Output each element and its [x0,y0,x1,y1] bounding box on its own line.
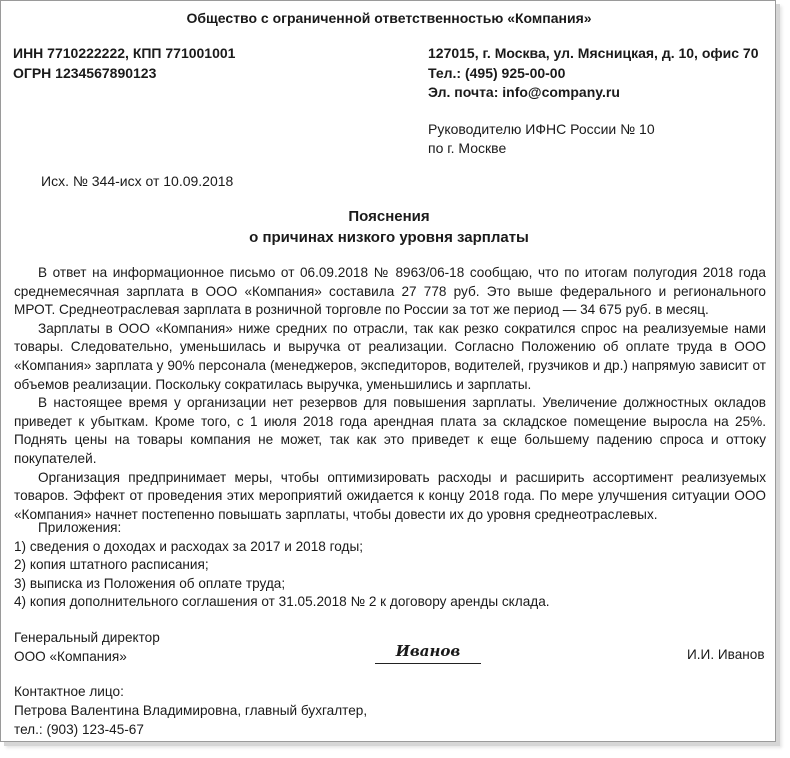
company-email: Эл. почта: info@company.ru [428,84,620,100]
signature-line [375,641,481,664]
handwritten-signature: Иванов [395,642,461,660]
attachment-item: 3) выписка из Положения об оплате труда; [14,575,286,591]
requisites-right [428,44,759,103]
inn-kpp: ИНН 7710222222, КПП 771001001 [13,45,236,61]
company-phone: Тел.: (495) 925-00-00 [428,64,566,81]
attachment-item: 2) копия штатного расписания; [14,557,209,573]
signatory-position: Генеральный директор [14,630,160,645]
contact-phone: тел.: (903) 123-45-67 [14,722,144,737]
contact-person: Петрова Валентина Владимировна, главный бухгалтер, [14,703,368,718]
ogrn: ОГРН 1234567890123 [13,64,157,81]
signatory-name: И.И. Иванов [687,647,765,662]
organization-name: Общество с ограниченной ответственностью «Компания» [186,10,592,26]
attachments-heading: Приложения: [38,520,122,535]
attachments [14,519,550,612]
company-address: 127015, г. Москва, ул. Мясницкая, д. 10, офис 70 [428,45,759,61]
addressee-line2: по г. Москве [428,140,507,156]
attachment-item: 1) сведения о доходах и расходах за 2017 и 2018 годы; [14,538,364,554]
signatory-block [14,628,160,666]
addressee-line1: Руководителю ИФНС России № 10 [428,121,655,137]
letter-body [14,264,766,524]
requisites-left [13,44,235,83]
paragraph: В настоящее время у организации нет резервов для повышения зарплаты. Увеличение должностных окладов приведет к убыткам. Кроме того, с 1 июля 2018 года арендная плата за складское помещение выросла на 25%. Поднять цены на товары компания не может, так как это приведет к еще большему падению спроса и оттоку покупателей. [14,395,766,466]
document-title: Пояснения [348,208,430,225]
addressee [428,120,655,158]
contact-label: Контактное лицо: [14,684,124,699]
outgoing-number: Исх. № 344-исх от 10.09.2018 [41,173,234,189]
signatory-company: ООО «Компания» [14,649,127,664]
paragraph: Зарплаты в ООО «Компания» ниже средних по отрасли, так как резко сократился спрос на реализуемые нами товары. Следовательно, уменьшилась и выручка от реализации. Согласно Положению об оплате труда в ООО «Компания» зарплата у 90% персонала (менеджеров, экспедиторов, водителей, грузчиков и др.) напрямую зависит от объемов реализации. Поскольку сократилась выручка, уменьшились и зарплаты. [14,320,766,392]
paragraph: В ответ на информационное письмо от 06.09.2018 № 8963/06-18 сообщаю, что по итогам полугодия 2018 года среднемесячная зарплата в ООО «Компания» составила 27 778 руб. Это выше федерального и регионального МРОТ. Среднеотраслевая зарплата в розничной торговле по России за тот же период — 34 675 руб. в месяц. [14,265,766,318]
contact-block [14,682,367,739]
document-subtitle: о причинах низкого уровня зарплаты [249,229,529,246]
attachment-item: 4) копия дополнительного соглашения от 31.05.2018 № 2 к договору аренды склада. [14,594,550,610]
paragraph: Организация предпринимает меры, чтобы оптимизировать расходы и расширить ассортимент реализуемых товаров. Эффект от проведения этих мероприятий ожидается к концу 2018 года. По мере улучшения ситуации ООО «Компания» начнет постепенно повышать зарплаты, чтобы довести их до уровня среднеотраслевых. [14,469,766,522]
